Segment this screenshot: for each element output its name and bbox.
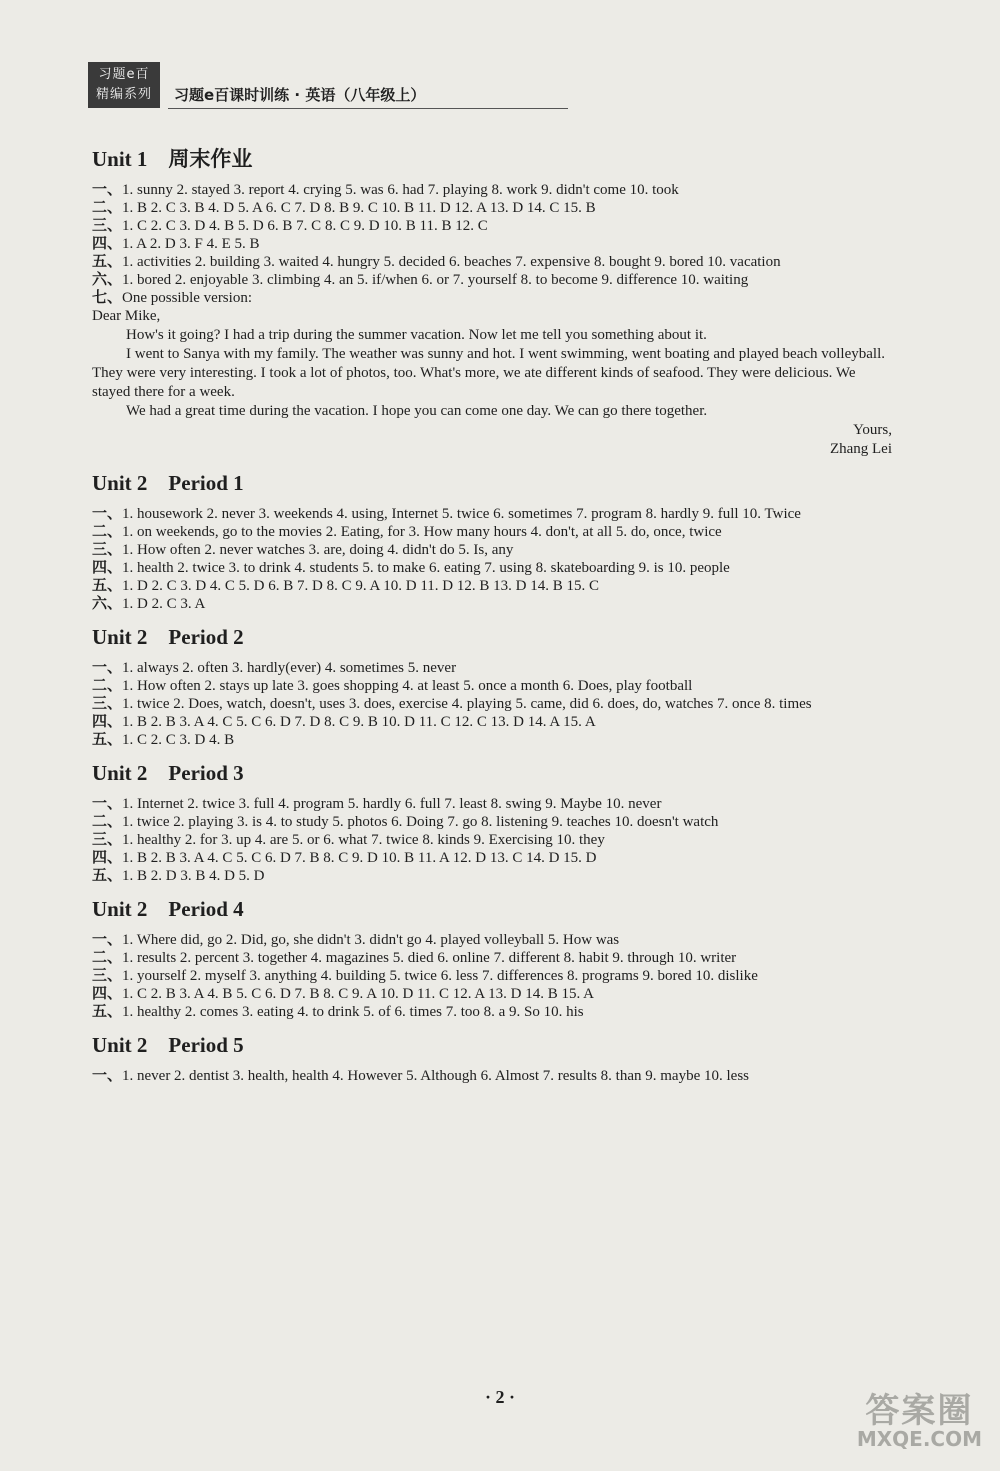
watermark-logo: 答案圈 — [865, 1391, 974, 1431]
answer-text: 1. B 2. D 3. B 4. D 5. D — [122, 868, 265, 884]
answer-text: 1. A 2. D 3. F 4. E 5. B — [122, 236, 260, 252]
question-row — [92, 289, 892, 307]
question-label: 一、 — [92, 182, 123, 198]
section-title: Unit 2 Period 4 — [92, 897, 244, 921]
question-row — [92, 559, 892, 577]
question-label: 一、 — [92, 506, 123, 522]
question-row — [92, 695, 892, 713]
answer-text: 1. on weekends, go to the movies 2. Eating, for 3. How many hours 4. don't, at all 5. do, once, twice — [122, 524, 722, 540]
answer-text: 1. D 2. C 3. A — [122, 596, 206, 612]
question-row — [92, 595, 892, 613]
answer-text: 1. healthy 2. comes 3. eating 4. to drink 5. of 6. times 7. too 8. a 9. So 10. his — [122, 1004, 584, 1020]
section-title: Unit 2 Period 1 — [92, 471, 244, 495]
question-label: 三、 — [92, 696, 123, 712]
question-label: 五、 — [92, 732, 123, 748]
question-label: 一、 — [92, 796, 123, 812]
question-label: 二、 — [92, 678, 123, 694]
question-label: 二、 — [92, 814, 123, 830]
page-number: · 2 · — [484, 1387, 515, 1407]
question-row — [92, 931, 892, 949]
question-row — [92, 181, 892, 199]
question-label: 五、 — [92, 1004, 123, 1020]
answer-text: 1. activities 2. building 3. waited 4. hungry 5. decided 6. beaches 7. expensive 8. bought 9. bored 10. vacation — [122, 254, 781, 270]
question-row — [92, 677, 892, 695]
question-row — [92, 577, 892, 595]
question-row — [92, 505, 892, 523]
question-row — [92, 985, 892, 1003]
question-label: 七、 — [92, 290, 123, 306]
question-row — [92, 1067, 892, 1085]
answer-text: 1. C 2. C 3. D 4. B — [122, 732, 235, 748]
question-row — [92, 713, 892, 731]
answer-text: 1. D 2. C 3. D 4. C 5. D 6. B 7. D 8. C 9. A 10. D 11. D 12. B 13. D 14. B 15. C — [122, 578, 599, 594]
page-header — [88, 62, 868, 112]
question-row — [92, 967, 892, 985]
question-label: 三、 — [92, 542, 123, 558]
logo-line-2: 精编系列 — [95, 87, 152, 102]
series-logo — [88, 62, 160, 108]
question-label: 二、 — [92, 200, 123, 216]
essay-paragraph: We had a great time during the vacation. I hope you can come one day. We can go there together. — [126, 403, 708, 419]
question-label: 一、 — [92, 660, 123, 676]
book-title: 习题e百课时训练 · 英语（八年级上） — [174, 86, 426, 104]
question-row — [92, 1003, 892, 1021]
section-title: Unit 2 Period 2 — [92, 625, 244, 649]
essay-paragraph: I went to Sanya with my family. The weather was sunny and hot. I went swimming, went boating and played beach volleyball. They were very interesting. I took a lot of photos, too. What's more, we ate different kinds of seafood. They were delicious. We stayed there for a week. — [92, 346, 885, 400]
question-row — [92, 813, 892, 831]
question-row — [92, 217, 892, 235]
question-label: 五、 — [92, 578, 123, 594]
question-row — [92, 199, 892, 217]
essay-signature: Zhang Lei — [829, 441, 892, 457]
question-row — [92, 949, 892, 967]
answer-text: 1. C 2. C 3. D 4. B 5. D 6. B 7. C 8. C 9. D 10. B 11. B 12. C — [122, 218, 488, 234]
answer-text: 1. C 2. B 3. A 4. B 5. C 6. D 7. B 8. C 9. A 10. D 11. C 12. A 13. D 14. B 15. A — [122, 986, 595, 1002]
question-label: 六、 — [92, 272, 123, 288]
answer-content — [92, 135, 892, 1085]
answer-text: 1. B 2. B 3. A 4. C 5. C 6. D 7. D 8. C 9. B 10. D 11. C 12. C 13. D 14. A 15. A — [122, 714, 596, 730]
sample-essay — [92, 307, 892, 459]
answer-text: 1. never 2. dentist 3. health, health 4. However 5. Although 6. Almost 7. results 8. than 9. maybe 10. less — [122, 1068, 749, 1084]
question-label: 五、 — [92, 868, 123, 884]
section-title: Unit 2 Period 3 — [92, 761, 244, 785]
watermark-url: MXQE.COM — [856, 1427, 982, 1451]
site-watermark — [856, 1391, 982, 1453]
answer-text: 1. yourself 2. myself 3. anything 4. building 5. twice 6. less 7. differences 8. programs 9. bored 10. dislike — [122, 968, 758, 984]
logo-line-1: 习题e百 — [98, 67, 150, 82]
answer-text: 1. results 2. percent 3. together 4. magazines 5. died 6. online 7. different 8. habit 9. through 10. writer — [122, 950, 737, 966]
question-row — [92, 271, 892, 289]
answer-text: 1. B 2. B 3. A 4. C 5. C 6. D 7. B 8. C 9. D 10. B 11. A 12. D 13. C 14. D 15. D — [122, 850, 597, 866]
answer-text: 1. healthy 2. for 3. up 4. are 5. or 6. what 7. twice 8. kinds 9. Exercising 10. they — [122, 832, 605, 848]
question-label: 一、 — [92, 1068, 123, 1084]
answer-text: 1. housework 2. never 3. weekends 4. using, Internet 5. twice 6. sometimes 7. program 8. hardly 9. full 10. Twice — [122, 506, 801, 522]
question-label: 六、 — [92, 596, 123, 612]
answer-text: 1. sunny 2. stayed 3. report 4. crying 5. was 6. had 7. playing 8. work 9. didn't come 10. took — [122, 182, 679, 198]
question-label: 五、 — [92, 254, 123, 270]
answer-text: 1. twice 2. playing 3. is 4. to study 5. photos 6. Doing 7. go 8. listening 9. teaches 10. doesn't watch — [122, 814, 719, 830]
question-row — [92, 235, 892, 253]
answer-text: 1. B 2. C 3. B 4. D 5. A 6. C 7. D 8. B 9. C 10. B 11. D 12. A 13. D 14. C 15. B — [122, 200, 596, 216]
answer-text: 1. Where did, go 2. Did, go, she didn't 3. didn't go 4. played volleyball 5. How was — [122, 932, 620, 948]
question-label: 四、 — [92, 714, 123, 730]
answer-text: 1. How often 2. stays up late 3. goes shopping 4. at least 5. once a month 6. Does, play football — [122, 678, 693, 694]
question-label: 四、 — [92, 560, 123, 576]
question-label: 四、 — [92, 236, 123, 252]
question-row — [92, 731, 892, 749]
header-rule — [168, 108, 568, 109]
section-title: Unit 1 周末作业 — [92, 147, 253, 171]
answer-text: 1. How often 2. never watches 3. are, doing 4. didn't do 5. Is, any — [122, 542, 514, 558]
question-label: 二、 — [92, 524, 123, 540]
answer-text: 1. bored 2. enjoyable 3. climbing 4. an 5. if/when 6. or 7. yourself 8. to become 9. difference 10. waiting — [122, 272, 749, 288]
question-label: 三、 — [92, 832, 123, 848]
question-row — [92, 849, 892, 867]
essay-greeting: Dear Mike, — [92, 308, 161, 324]
question-row — [92, 867, 892, 885]
question-label: 二、 — [92, 950, 123, 966]
question-row — [92, 795, 892, 813]
answer-text: 1. Internet 2. twice 3. full 4. program 5. hardly 6. full 7. least 8. swing 9. Maybe 10. never — [122, 796, 662, 812]
question-row — [92, 831, 892, 849]
question-label: 四、 — [92, 850, 123, 866]
question-row — [92, 523, 892, 541]
question-row — [92, 253, 892, 271]
question-label: 三、 — [92, 968, 123, 984]
section-title: Unit 2 Period 5 — [92, 1033, 244, 1057]
answer-text: 1. twice 2. Does, watch, doesn't, uses 3. does, exercise 4. playing 5. came, did 6. does, do, watches 7. once 8. times — [122, 696, 812, 712]
essay-closing: Yours, — [853, 422, 892, 438]
question-label: 一、 — [92, 932, 123, 948]
answer-text: 1. always 2. often 3. hardly(ever) 4. sometimes 5. never — [122, 660, 457, 676]
question-label: 三、 — [92, 218, 123, 234]
essay-paragraph: How's it going? I had a trip during the summer vacation. Now let me tell you something about it. — [126, 327, 707, 343]
answer-text: One possible version: — [122, 290, 252, 306]
question-row — [92, 541, 892, 559]
question-label: 四、 — [92, 986, 123, 1002]
answer-text: 1. health 2. twice 3. to drink 4. students 5. to make 6. eating 7. using 8. skateboarding 9. is 10. people — [122, 560, 730, 576]
question-row — [92, 659, 892, 677]
